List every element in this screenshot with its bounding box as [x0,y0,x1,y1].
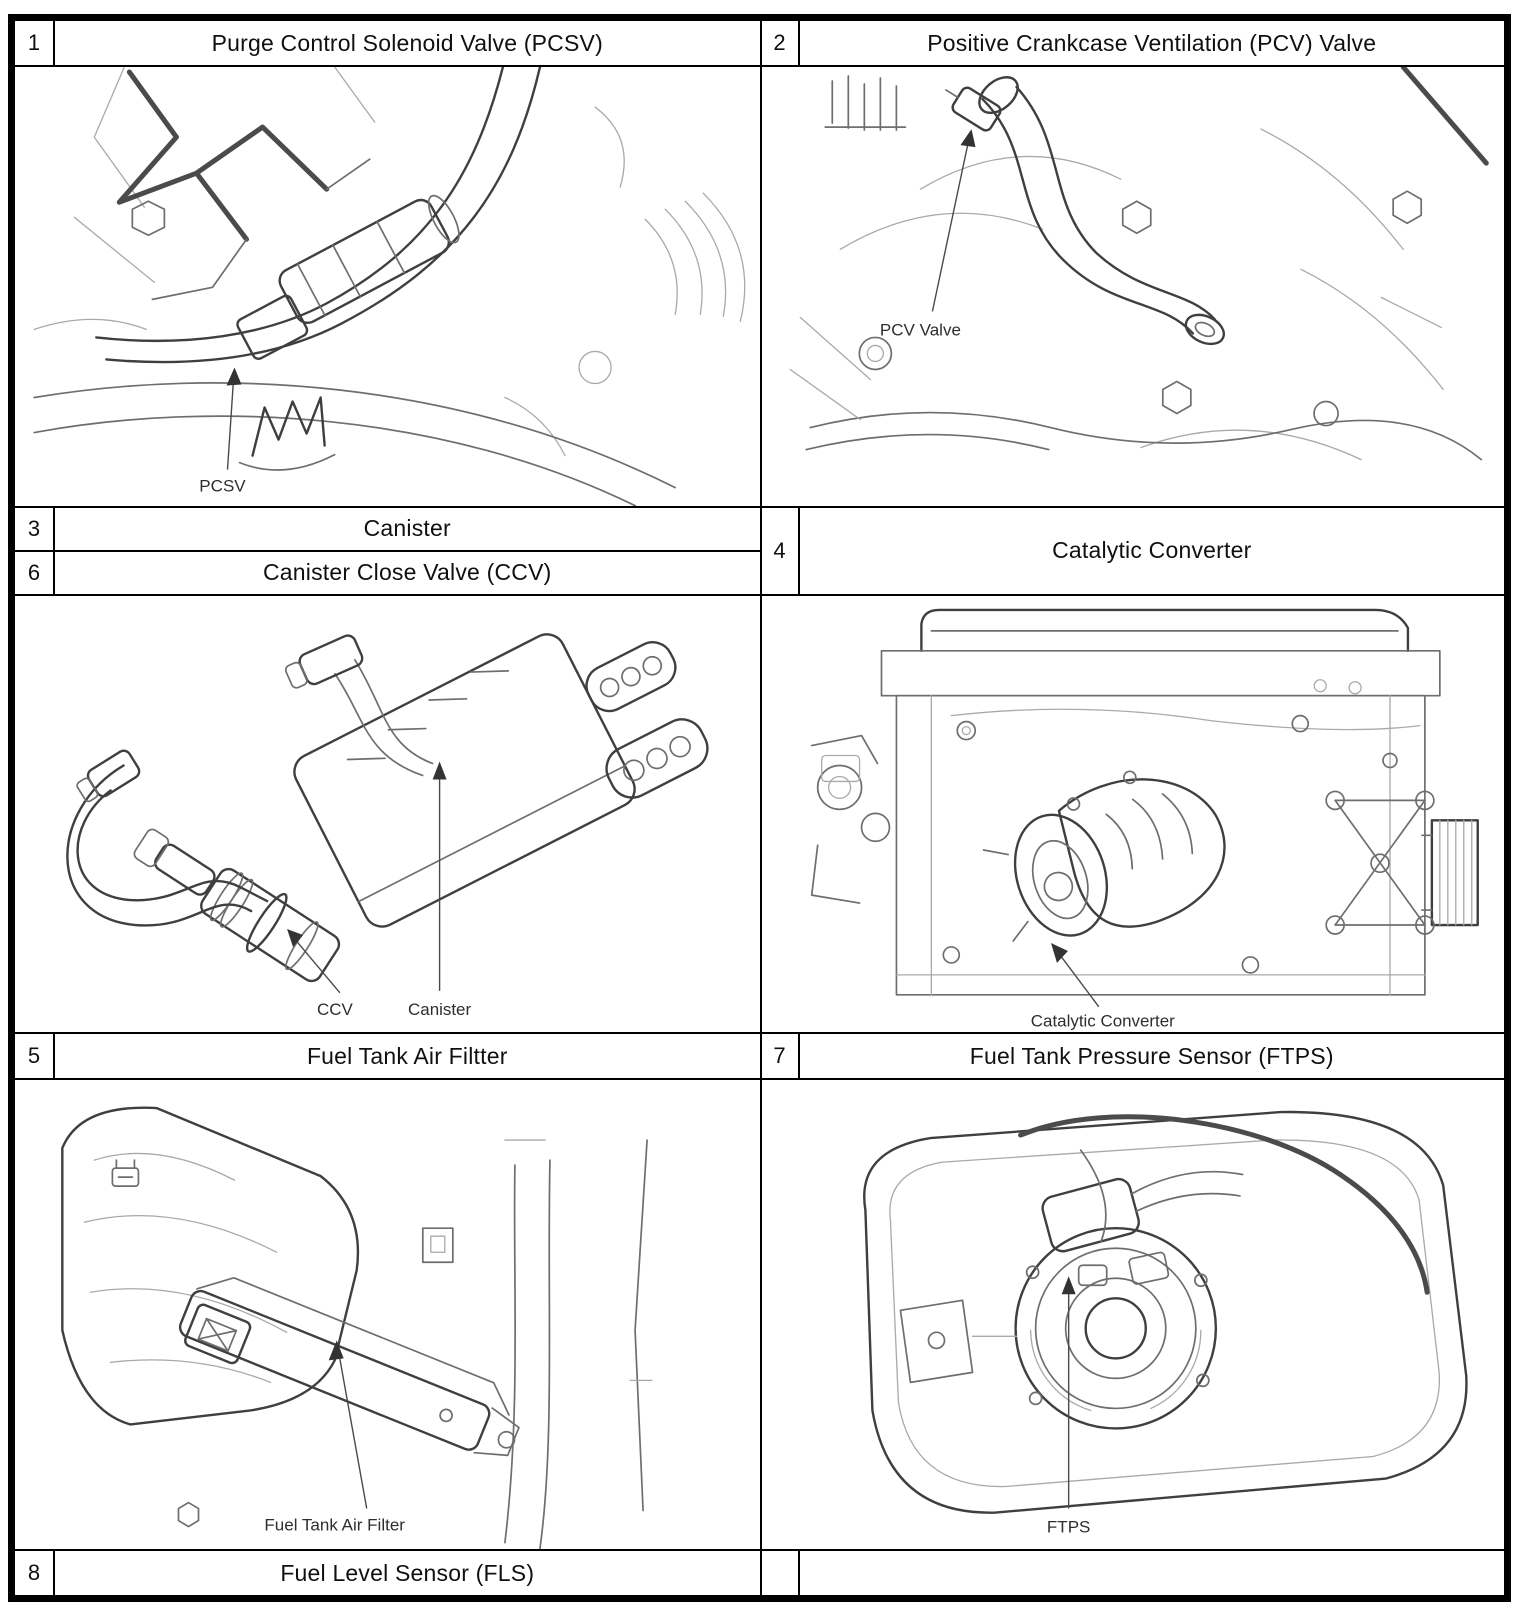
panel-5-title-cell [55,1034,760,1078]
crank-pulley [1421,820,1477,925]
panel-4-number-cell [762,508,798,594]
clip-detail [112,1160,138,1186]
bolt-holes [943,679,1397,972]
ftps-figure-cell [762,1080,1505,1549]
component-table [8,14,1511,1602]
panel-4-title-cell [800,508,1505,594]
ccv-valve-assembly [123,813,347,991]
panel-4-number: 4 [773,537,786,563]
panel-1-number-cell [15,21,53,65]
panel-8-number: 8 [27,1560,41,1585]
fuel-pump-module [1015,1229,1215,1429]
panel-7-title-cell [800,1034,1505,1078]
pcsv-callout-label: PCSV [199,476,246,496]
engine-background-lines [790,67,1486,460]
canister-leader-arrow [408,761,471,1018]
empty-number-cell [762,1551,798,1595]
panel-6-title-cell [55,552,760,594]
body-lines [178,1140,652,1549]
empty-title-cell [800,1551,1505,1595]
pcv-figure-cell [762,67,1505,506]
accessory-cluster [811,735,889,903]
panel-3-number: 3 [27,515,41,541]
panel-3-title-cell [55,508,760,550]
panel-5-number: 5 [27,1043,41,1069]
canister-bracket-tab [562,635,722,805]
canister-body [288,596,722,933]
panel-6-number: 6 [27,559,41,585]
ftps-callout-label: FTPS [1046,1517,1090,1537]
pcv-callout-label: PCV Valve [879,320,961,340]
pcsv-solenoid-valve [225,189,470,361]
panel-1-number: 1 [27,30,41,55]
panel-5-number-cell [15,1034,53,1078]
pcsv-figure [15,67,760,506]
canister-figure-cell [15,596,760,1033]
canister-figure [15,596,760,1033]
mounting-bracket [900,1301,1016,1383]
catalytic-callout-label: Catalytic Converter [1030,1011,1175,1031]
panel-6-title: Canister Close Valve (CCV) [262,559,552,586]
pcv-valve-fitting [938,78,1002,133]
pcv-hose [972,70,1228,350]
engine-outline [881,610,1439,995]
panel-7-number: 7 [773,1043,786,1069]
ccv-callout-label: CCV [317,999,353,1019]
panel-3-title: Canister [363,515,451,542]
catalytic-converter-body [974,749,1242,965]
canister-callout-label: Canister [408,999,472,1019]
fuel-filter-figure-cell [15,1080,760,1549]
fuel-tank-air-filter-figure [15,1080,760,1549]
pcv-figure [762,67,1505,506]
catalytic-converter-figure [762,596,1505,1033]
bracket-x-brace [1326,791,1434,934]
pcsv-leader-arrow [199,367,246,495]
panel-3-number-cell [15,508,53,550]
panel-1-title: Purge Control Solenoid Valve (PCSV) [211,29,603,56]
ccv-hose [67,748,267,925]
panel-2-title-cell [800,21,1505,65]
panel-8-title-cell [55,1551,760,1595]
panel-2-number-cell [762,21,798,65]
panel-8-title: Fuel Level Sensor (FLS) [280,1559,535,1586]
panel-4-title: Catalytic Converter [1052,537,1252,564]
fuel-filter-callout-label: Fuel Tank Air Filter [264,1515,405,1535]
panel-1-title-cell [55,21,760,65]
panel-7-number-cell [762,1034,798,1078]
pcsv-figure-cell [15,67,760,506]
panel-2-number: 2 [773,30,786,55]
panel-2-title: Positive Crankcase Ventilation (PCV) Valve [927,29,1377,56]
panel-8-number-cell [15,1551,53,1595]
catalytic-figure-cell [762,596,1505,1033]
pcv-leader-arrow [879,129,975,339]
ftps-figure [762,1080,1505,1549]
body-panel [62,1108,358,1425]
panel-7-title: Fuel Tank Pressure Sensor (FTPS) [969,1042,1334,1069]
fuel-filter-leader-arrow [264,1341,405,1535]
panel-6-number-cell [15,552,53,594]
panel-5-title: Fuel Tank Air Filtter [306,1042,508,1069]
catalytic-leader-arrow [1030,943,1174,1031]
pcsv-retainer-clip [240,398,335,470]
tank-opening [864,1112,1466,1513]
